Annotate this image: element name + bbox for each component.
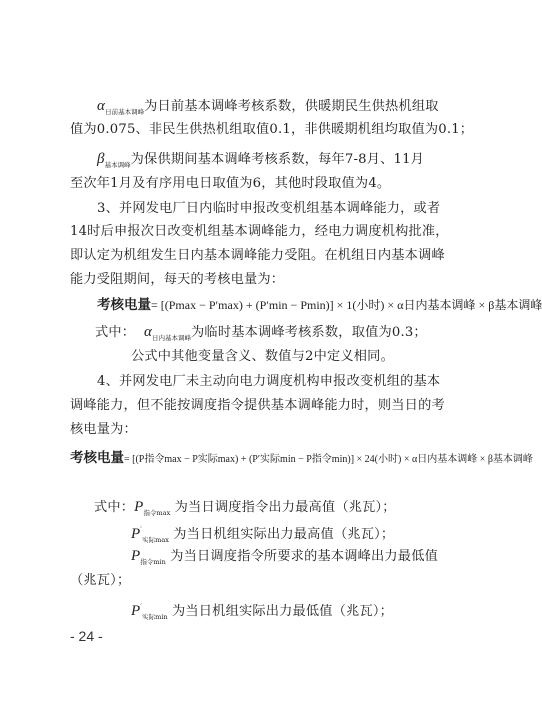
formula1-body: = [(Pmax − P′max) + (P′min − Pmin)] × 1(小时) × α日内基本调峰 × β基本调峰 (151, 298, 542, 312)
def4-subscript: 实际min (142, 613, 168, 621)
beta-symbol: β (97, 151, 105, 167)
formula1-where (95, 322, 475, 348)
def3-continuation: （兆瓦）； (70, 573, 131, 588)
def2-subscript: 实际max (142, 536, 169, 544)
def1-text: 为当日调度指令出力最高值（兆瓦）； (174, 500, 396, 515)
para3-line3: 即认定为机组发生日内基本调峰能力受阻。在机组日内基本调峰 (70, 248, 445, 263)
where-label: 式中： (95, 325, 136, 340)
alpha-intraday-text: 为临时基本调峰考核系数，取值为0.3； (191, 325, 427, 340)
para4-line2: 调峰能力，但不能按调度指令提供基本调峰能力时，则当日的考 (70, 398, 445, 413)
alpha-symbol: α (97, 98, 106, 114)
formula-note: 公式中其他变量含义、数值与2中定义相同。 (131, 349, 394, 364)
def3-text: 为当日调度指令所要求的基本调峰出力最低值 (170, 549, 438, 564)
formula2-lhs: 考核电量 (70, 450, 124, 465)
def3-subscript: 指令min (140, 558, 166, 566)
para1-line1: 为日前基本调峰考核系数，供暖期民生供热机组取 (144, 99, 439, 114)
def2-text: 为当日机组实际出力最高值（兆瓦）； (173, 527, 395, 542)
alpha-intraday-subscript: 日内基本调峰 (152, 334, 192, 342)
def1-subscript: 指令max (143, 509, 171, 517)
beta-subscript: 基本调峰 (104, 161, 131, 169)
formula-1 (97, 295, 542, 315)
para3-line4: 能力受阻期间，每天的考核电量为： (70, 272, 285, 287)
def-p-command-min: $P_{指令min}$ 为当日调度指令所要求的基本调峰出力最低值 (131, 548, 438, 566)
para4-line3: 核电量为： (70, 422, 137, 437)
para2-line1: 为保供期间基本调峰考核系数，每年7-8月、11月 (130, 152, 425, 167)
def-p-actual-min: $P'_{实际min}$ 为当日机组实际出力最低值（兆瓦）； (131, 603, 394, 621)
formula1-lhs: 考核电量 (97, 297, 151, 312)
formula-2 (70, 448, 533, 470)
para4-line1: 4、并网发电厂未主动向电力调度机构申报改变机组的基本 (97, 374, 441, 389)
para3-line1: 3、并网发电厂日内临时申报改变机组基本调峰能力，或者 (97, 201, 441, 216)
alpha-day-ahead-definition (97, 96, 477, 122)
para2-line2: 至次年1月及有序用电日取值为6，其他时段取值为4。 (70, 176, 391, 191)
formula2-body: = [(P指令max − P实际max) + (P′实际min − P指令min)] × 24(小时) × α日内基本调峰 × β基本调峰 (124, 454, 533, 465)
page-number: - 24 - (70, 628, 103, 644)
beta-definition (97, 149, 477, 175)
alpha-intraday-symbol: α (143, 324, 153, 340)
def-p-command-max: 式中：$P_{指令max}$ 为当日调度指令出力最高值（兆瓦）； (94, 499, 396, 517)
def-p-actual-max: $P'_{实际max}$ 为当日机组实际出力最高值（兆瓦）； (131, 526, 395, 544)
defs-where-label: 式中： (94, 500, 135, 515)
para1-line2: 值为0.075、非民生供热机组取值0.1，非供暖期机组均取值为0.1； (70, 122, 474, 137)
def4-text: 为当日机组实际出力最低值（兆瓦）； (172, 604, 394, 619)
para3-line2: 14时后申报次日改变机组基本调峰能力，经电力调度机构批准， (70, 224, 449, 239)
alpha-subscript: 日前基本调峰 (105, 108, 145, 116)
